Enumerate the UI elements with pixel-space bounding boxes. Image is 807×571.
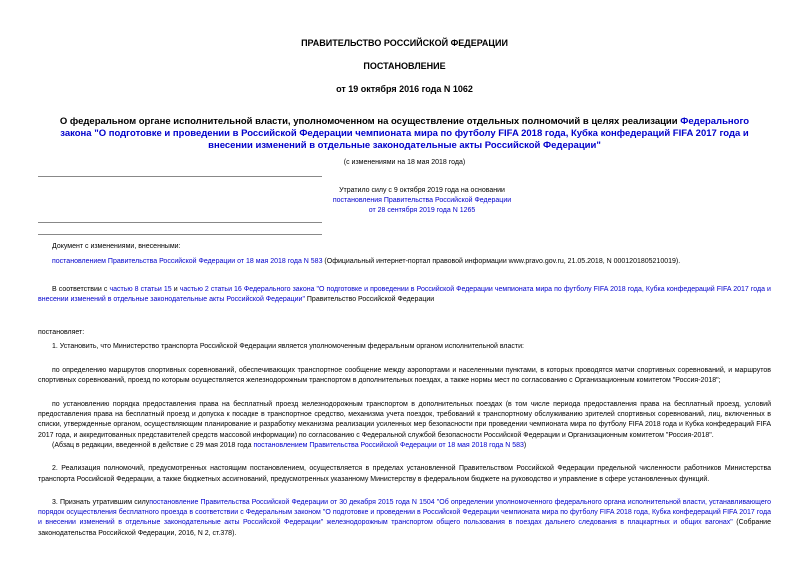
p3-text: (Собрание законодательства Российской Федерации, 2016, N 2, ст.378). xyxy=(38,519,771,537)
p3-text: 3. Признать утратившим силу xyxy=(52,498,150,506)
expired-line: Утратило силу с 9 октября 2019 года на основании xyxy=(339,187,505,194)
paragraph-1: 1. Установить, что Министерство транспорта Российской Федерации является уполномоченным федеральным органом исполнительной власти: xyxy=(52,342,524,350)
decree-word: постановляет: xyxy=(38,328,85,336)
divider xyxy=(38,222,322,223)
title-text: О федеральном органе исполнительной власти, уполномоченном на осуществление отдельных полномочий в целях реализации xyxy=(59,116,681,127)
preamble-text: В соответствии с xyxy=(52,286,110,293)
government-name: ПРАВИТЕЛЬСТВО РОССИЙСКОЙ ФЕДЕРАЦИИ xyxy=(301,38,508,48)
changes-text: (Официальный интернет-портал правовой информации www.pravo.gov.ru, 21.05.2018, N 0001201805210019). xyxy=(322,258,681,265)
note-text: ) xyxy=(523,441,527,449)
changes-label: Документ с изменениями, внесенными: xyxy=(52,243,181,250)
changes-block xyxy=(38,242,771,267)
expired-note xyxy=(272,186,572,216)
expired-block xyxy=(38,172,771,228)
title-law-link[interactable]: Федерального закона "О подготовке и проведении в Российской Федерации чемпионата мира по футболу FIFA 2018 года, Кубка конфедераций FIFA 2017 года и внесении изменений в отдельные законодательные акты Российской Федерации" xyxy=(60,116,750,151)
preamble-link-part8[interactable]: частью 8 статьи 15 xyxy=(109,286,172,293)
preamble xyxy=(38,285,771,306)
preamble-link-law[interactable]: частью 2 статьи 16 Федерального закона "О подготовке и проведении в Российской Федерации чемпионата мира по футболу FIFA 2018 года, Кубка конфедераций FIFA 2017 года и внесении изменений в отдельные законодательные акты Российской Федерации" xyxy=(38,286,771,304)
paragraph-2: 2. Реализация полномочий, предусмотренных настоящим постановлением, осуществляется в пределах установленной Правительством Российской Федерации предельной численности работников Министерства транспорта Российской Федерации, а также бюджетных ассигнований, предусмотренных указанному Министерству в федеральном бюджете на руководство и управление в сфере установленных функций. xyxy=(38,465,771,483)
divider xyxy=(38,176,322,177)
preamble-text: Правительство Российской Федерации xyxy=(304,296,435,304)
note-text: (Абзац в редакции, введенной в действие с 29 мая 2018 года xyxy=(52,441,254,449)
p3-repealed-link[interactable]: постановление Правительства Российской Федерации от 30 декабря 2015 года N 1504 "Об определении уполномоченного федерального органа исполнительной власти, устанавливающего порядок осуществления бесплатного проезда в соответствии с Федеральным законом "О подготовке и проведении в Российской Федерации чемпионата мира по футболу FIFA 2018 года, Кубка конфедераций FIFA 2017 года и внесении изменений в отдельные законодательные акты Российской Федерации" железнодорожным транспортом общего пользования в поездах дальнего следования в плацкартных и общих вагонах" xyxy=(38,498,772,527)
paragraph-3 xyxy=(38,498,771,539)
changes-link[interactable]: постановлением Правительства Российской Федерации от 18 мая 2018 года N 583 xyxy=(52,258,323,265)
amended-note: (с изменениями на 18 мая 2018 года) xyxy=(343,159,466,166)
document-date-number: от 19 октября 2016 года N 1062 xyxy=(336,84,473,94)
note-link[interactable]: постановлением Правительства Российской Федерации от 18 мая 2018 года N 583 xyxy=(253,441,524,449)
paragraph-1b-note xyxy=(38,441,771,451)
expired-link-2[interactable]: от 28 сентября 2019 года N 1265 xyxy=(368,207,476,214)
preamble-text: и xyxy=(171,286,180,293)
paragraph-1a: по определению маршрутов спортивных соревнований, обеспечивающих транспортное сообщение между аэропортами и населенными пунктами, в которых проводятся матчи спортивных соревнований, и маршрутов спортивных соревнований, проезд по которым осуществляется железнодорожным транспортом в дополнительных поездах, а также нормы мест по согласованию с Организационным комитетом "Россия-2018"; xyxy=(38,367,771,385)
paragraph-1b: по установлению порядка предоставления права на бесплатный проезд железнодорожным транспортом в дополнительных поездах (в том числе периода предоставления права на бесплатный проезд, условий предоставления права на бесплатный проезд и допуска к посадке в транспортное средство, механизма учета поездок, требований к транспортному обслуживанию зрителей спортивных соревнований, лиц, включенных в списки, утвержденные органом, осуществляющим планирование и разработку механизма реализации усиленных мер безопасности при проведении чемпионата мира по футболу FIFA 2018 года и Кубка конфедераций FIFA 2017 года, и аккредитованных представителей средств массовой информации) по согласованию с Федеральной службой безопасности Российской Федерации и Организационным комитетом "Россия-2018". xyxy=(38,400,771,439)
expired-link-1[interactable]: постановления Правительства Российской Федерации xyxy=(332,197,512,204)
document-type: ПОСТАНОВЛЕНИЕ xyxy=(363,61,446,71)
divider xyxy=(38,234,322,235)
document-title xyxy=(46,116,763,152)
